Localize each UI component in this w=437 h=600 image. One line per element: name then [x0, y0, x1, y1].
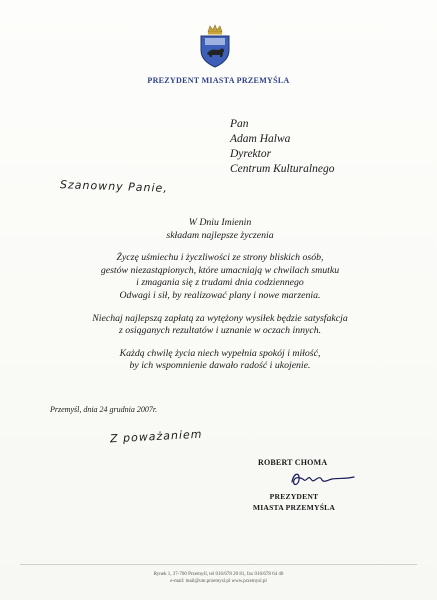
city-coat-of-arms-icon [198, 24, 232, 68]
signer-title [244, 491, 344, 513]
addressee-line: Pan [230, 118, 249, 130]
paragraph [40, 348, 400, 373]
addressee-block [230, 117, 334, 177]
signature-icon [288, 468, 358, 490]
body-line: Każdą chwilę życia niech wypełnia spokój i miłość, [119, 347, 321, 359]
footer-address: Rynek 1, 37-700 Przemyśl, tel 016/678 20 81, fax 016/678 64 40 [153, 572, 284, 577]
handwritten-closing: Z poważaniem [109, 427, 203, 446]
signer-title-line: MIASTA PRZEMYŚLA [252, 503, 336, 512]
signer-title-line: PREZYDENT [269, 492, 319, 501]
body-line: i zmagania się z trudami dnia codziennego [136, 277, 304, 289]
body-line: Niechaj najlepszą zapłatą za wytężony wysiłek będzie satysfakcja [92, 312, 348, 324]
body-line: z osiąganych rezultatów i uznanie w oczach innych. [118, 325, 322, 337]
addressee-line: Centrum Kulturalnego [230, 163, 335, 175]
letterhead-title: PREZYDENT MIASTA PRZEMYŚLA [147, 76, 290, 85]
date-line: Przemyśl, dnia 24 grudnia 2007r. [50, 405, 158, 414]
body-line: by ich wspomnienie dawało radość i ukojenie. [129, 360, 311, 372]
addressee-name: Adam Halwa [230, 133, 291, 145]
greeting-heading [40, 217, 400, 242]
body-line: gestów niezastąpionych, które umacniają w chwilach smutku [100, 264, 340, 276]
signer-name: ROBERT CHOMA [258, 458, 328, 467]
footer-email-web: e-mail: mail@um.przemysl.pl www.przemysl.pl [170, 579, 267, 584]
handwritten-salutation: Szanowny Panie, [59, 178, 169, 195]
paragraph [40, 252, 400, 302]
body-line: Odwagi i sił, by realizować plany i nowe marzenia. [119, 289, 321, 301]
addressee-line: Dyrektor [230, 148, 272, 160]
footer-divider [20, 564, 417, 565]
body-line: W Dniu Imienin [188, 217, 252, 228]
letter-body [40, 217, 400, 383]
body-line: składam najlepsze życzenia [166, 229, 274, 241]
footer-contact [0, 571, 437, 585]
body-line: Życzę uśmiechu i życzliwości ze strony bliskich osób, [116, 252, 324, 264]
paragraph [40, 313, 400, 338]
